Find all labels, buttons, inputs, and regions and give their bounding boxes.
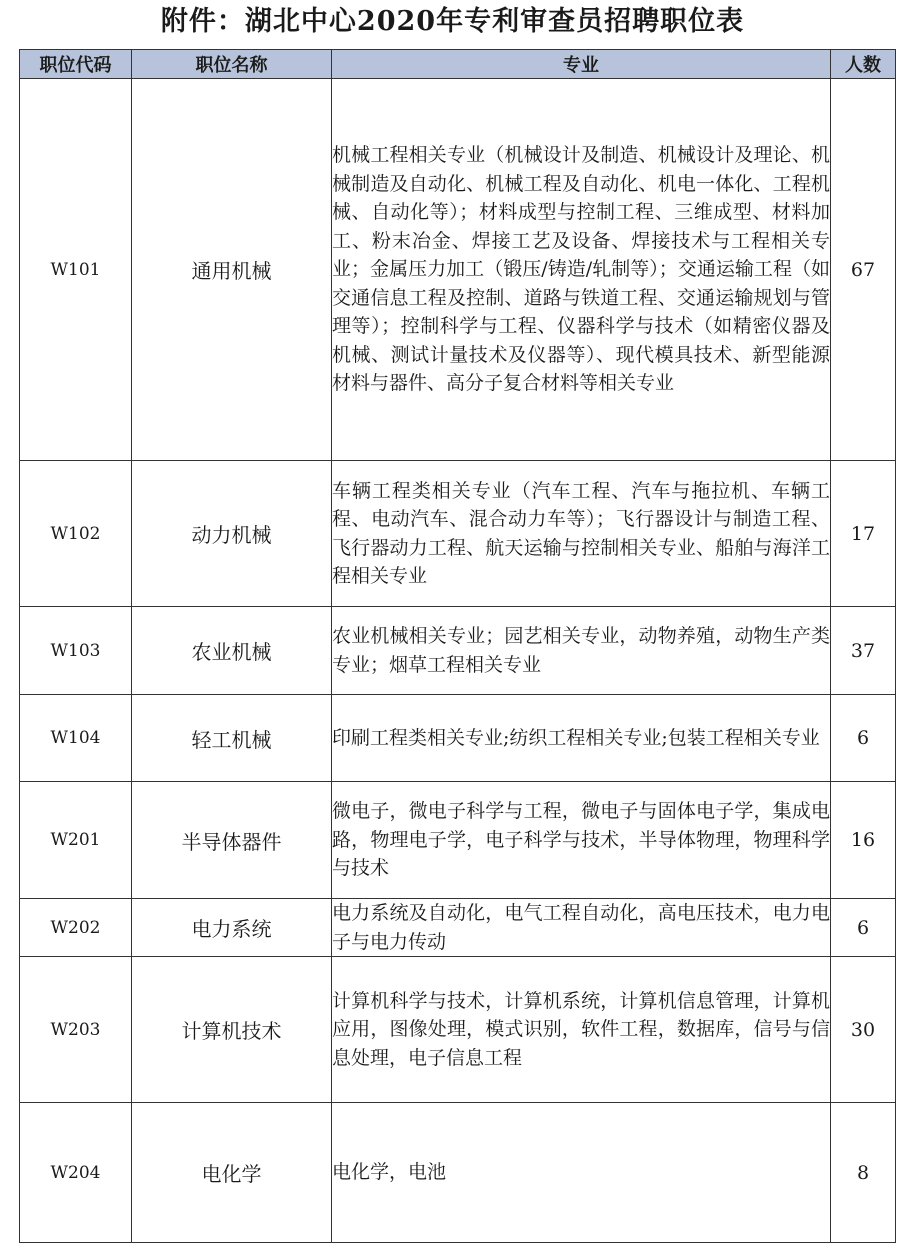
header-major: 专业 — [332, 50, 831, 79]
position-name: 农业机械 — [132, 607, 332, 695]
positions-table — [19, 49, 896, 1243]
position-major: 印刷工程类相关专业;纺织工程相关专业;包装工程相关专业 — [332, 695, 831, 782]
position-major: 电力系统及自动化，电气工程自动化，高电压技术，电力电子与电力传动 — [332, 899, 831, 957]
position-major: 农业机械相关专业；园艺相关专业，动物养殖，动物生产类专业；烟草工程相关专业 — [332, 607, 831, 695]
position-name: 动力机械 — [132, 461, 332, 607]
table-row — [20, 1103, 896, 1243]
position-major: 计算机科学与技术，计算机系统，计算机信息管理，计算机应用，图像处理，模式识别，软件工程，数据库，信号与信息处理，电子信息工程 — [332, 957, 831, 1103]
position-count: 8 — [831, 1103, 896, 1243]
position-name: 半导体器件 — [132, 782, 332, 899]
table-row — [20, 461, 896, 607]
position-code: W203 — [20, 957, 132, 1103]
position-major: 机械工程相关专业（机械设计及制造、机械设计及理论、机械制造及自动化、机械工程及自动化、机电一体化、工程机械、自动化等）；材料成型与控制工程、三维成型、材料加工、粉末冶金、焊接工艺及设备、焊接技术与工程相关专业；金属压力加工（锻压/铸造/轧制等）；交通运输工程（如交通信息工程及控制、道路与铁道工程、交通运输规划与管理等）；控制科学与工程、仪器科学与技术（如精密仪器及机械、测试计量技术及仪器等）、现代模具技术、新型能源材料与器件、高分子复合材料等相关专业 — [332, 79, 831, 461]
position-count: 6 — [831, 899, 896, 957]
position-code: W104 — [20, 695, 132, 782]
position-count: 17 — [831, 461, 896, 607]
position-code: W204 — [20, 1103, 132, 1243]
position-count: 37 — [831, 607, 896, 695]
table-row — [20, 607, 896, 695]
position-major: 微电子，微电子科学与工程，微电子与固体电子学，集成电路，物理电子学，电子科学与技术，半导体物理，物理科学与技术 — [332, 782, 831, 899]
table-row — [20, 957, 896, 1103]
table-row — [20, 79, 896, 461]
position-name: 电化学 — [132, 1103, 332, 1243]
position-name: 轻工机械 — [132, 695, 332, 782]
position-name: 通用机械 — [132, 79, 332, 461]
position-name: 计算机技术 — [132, 957, 332, 1103]
position-code: W101 — [20, 79, 132, 461]
position-count: 67 — [831, 79, 896, 461]
position-code: W201 — [20, 782, 132, 899]
header-name: 职位名称 — [132, 50, 332, 79]
position-code: W103 — [20, 607, 132, 695]
header-count: 人数 — [831, 50, 896, 79]
position-code: W102 — [20, 461, 132, 607]
document-title: 附件：湖北中心2020年专利审查员招聘职位表 — [160, 6, 745, 37]
header-code: 职位代码 — [20, 50, 132, 79]
table-header-row — [20, 50, 896, 79]
position-major: 车辆工程类相关专业（汽车工程、汽车与拖拉机、车辆工程、电动汽车、混合动力车等）；飞行器设计与制造工程、飞行器动力工程、航天运输与控制相关专业、船舶与海洋工程相关专业 — [332, 461, 831, 607]
position-code: W202 — [20, 899, 132, 957]
position-count: 16 — [831, 782, 896, 899]
position-major: 电化学，电池 — [332, 1103, 831, 1243]
position-count: 6 — [831, 695, 896, 782]
table-row — [20, 899, 896, 957]
position-name: 电力系统 — [132, 899, 332, 957]
position-count: 30 — [831, 957, 896, 1103]
table-row — [20, 695, 896, 782]
table-row — [20, 782, 896, 899]
